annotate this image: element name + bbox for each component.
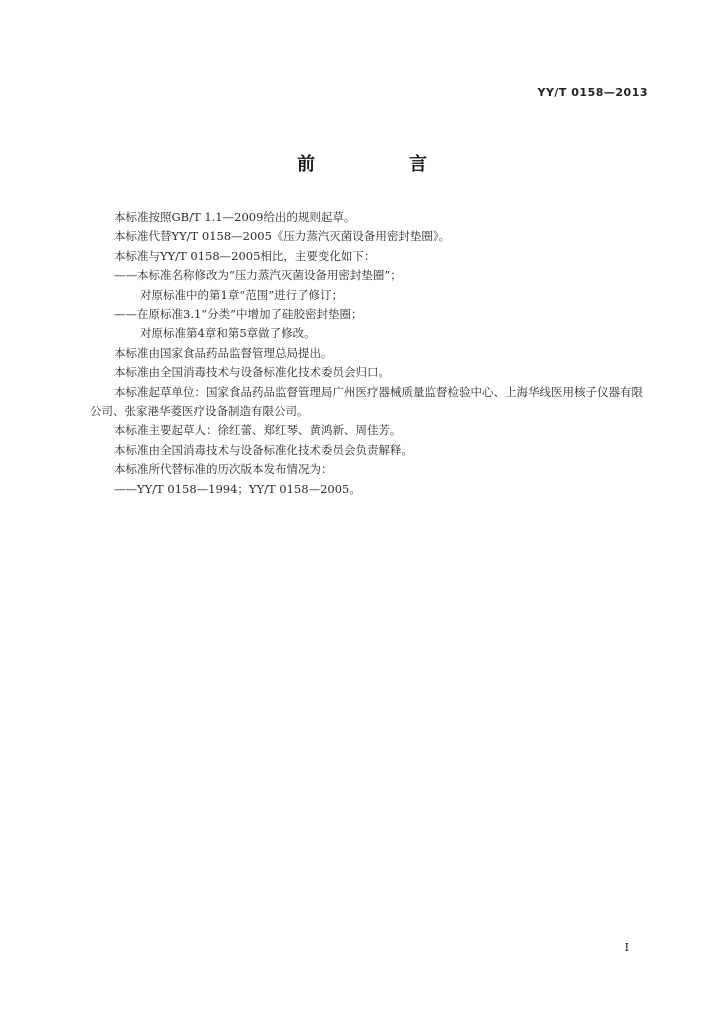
- page-title: 前 言: [297, 154, 465, 175]
- paragraph-history-versions: ——YY/T 0158—1994；YY/T 0158—2005。: [114, 481, 361, 496]
- paragraph-changes-intro: 本标准与YY/T 0158—2005相比，主要变化如下：: [114, 248, 376, 263]
- paragraph-proposed-by: 本标准由国家食品药品监督管理总局提出。: [114, 345, 333, 360]
- standard-code: YY/T 0158—2013: [537, 86, 648, 99]
- change-item-classification: ——在原标准3.1“分类”中增加了硅胶密封垫圈；: [114, 307, 363, 322]
- paragraph-replaces: 本标准代替YY/T 0158—2005《压力蒸汽灭菌设备用密封垫圈》。: [114, 229, 451, 244]
- paragraph-history-intro: 本标准所代替标准的历次版本发布情况为：: [114, 462, 333, 477]
- page-number: I: [624, 941, 629, 954]
- change-item-scope: 对原标准中的第1章“范围”进行了修订；: [140, 287, 344, 302]
- paragraph-under-jurisdiction: 本标准由全国消毒技术与设备标准化技术委员会归口。: [114, 365, 390, 380]
- paragraph-drafting-rules: 本标准按照GB/T 1.1—2009给出的规则起草。: [114, 210, 356, 224]
- paragraph-drafters: 本标准主要起草人：徐红蕾、郑红琴、黄鸿新、周佳芳。: [114, 423, 402, 438]
- foreword-body: [90, 208, 650, 499]
- change-item-name: ——本标准名称修改为“压力蒸汽灭菌设备用密封垫圈”；: [114, 268, 402, 283]
- paragraph-drafting-organizations: 本标准起草单位：国家食品药品监督管理局广州医疗器械质量监督检验中心、上海华线医用核子仪器有限公司、张家港华菱医疗设备制造有限公司。: [90, 384, 643, 419]
- paragraph-interpretation: 本标准由全国消毒技术与设备标准化技术委员会负责解释。: [114, 442, 413, 457]
- change-item-chapters: 对原标准第4章和第5章做了修改。: [140, 326, 316, 341]
